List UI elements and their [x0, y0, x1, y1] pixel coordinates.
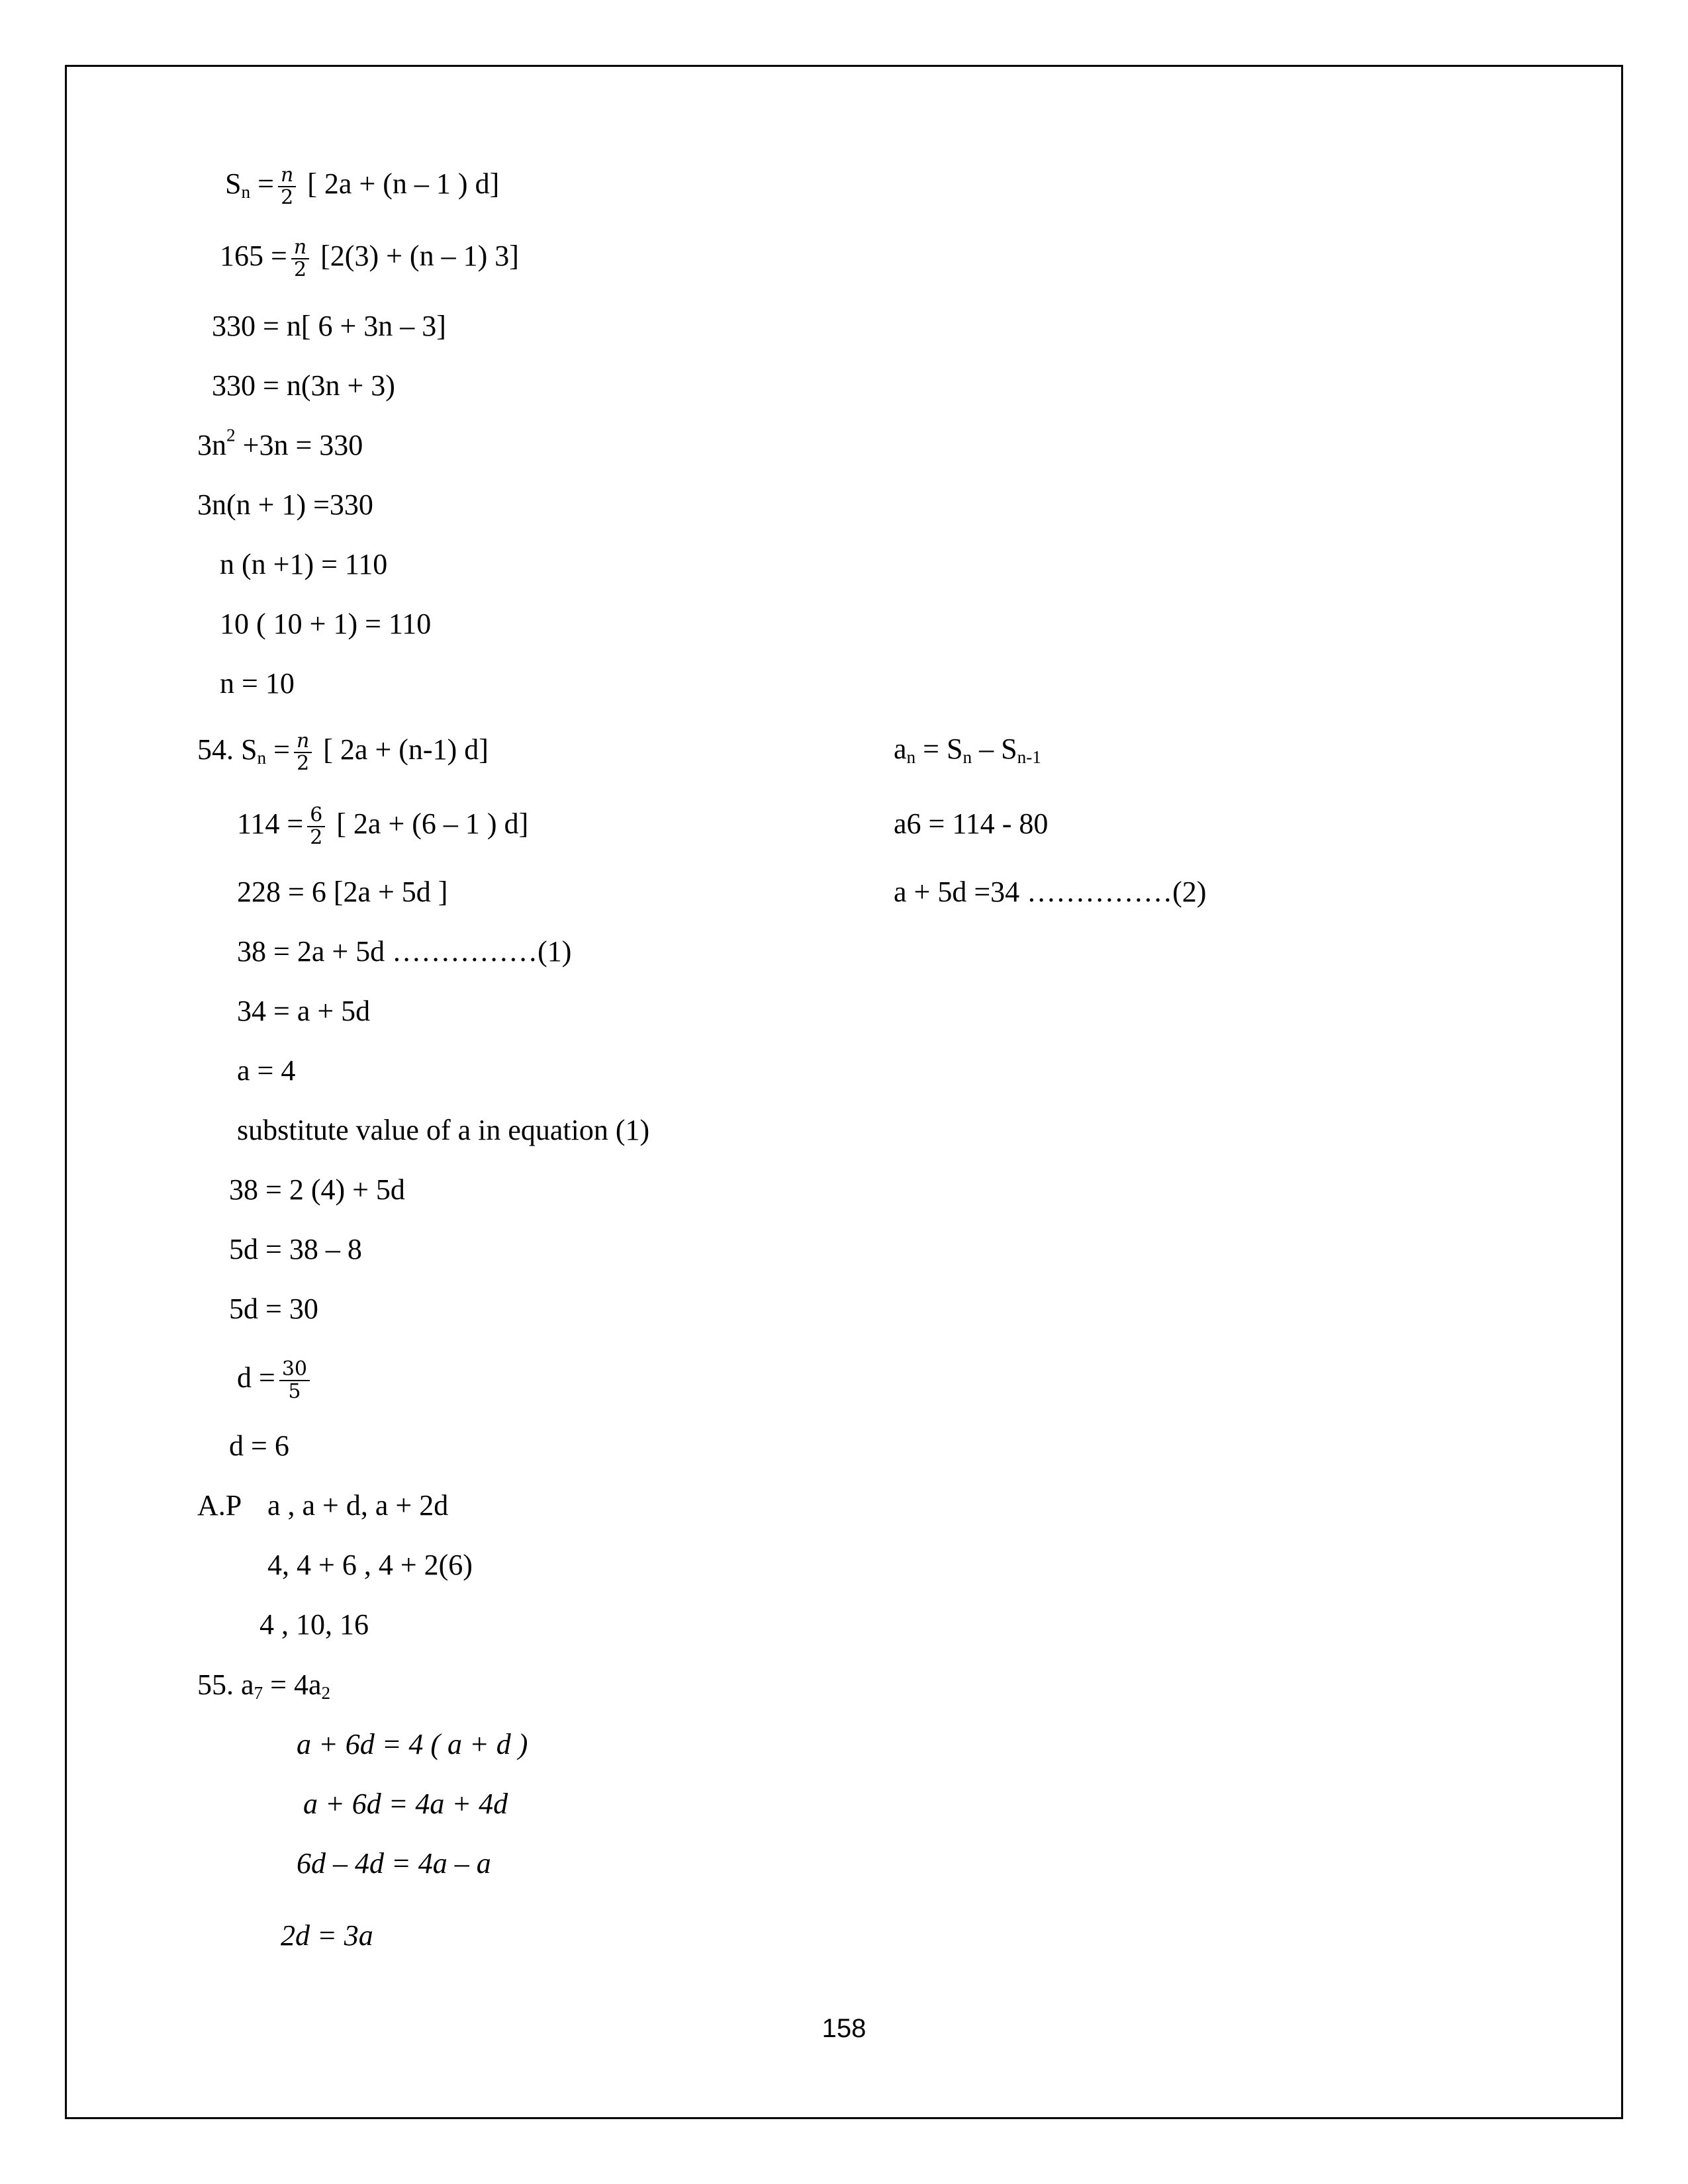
equation-line: a6 = 114 - 80 [894, 807, 1049, 840]
equation-line: 3n(n + 1) =330 [197, 488, 373, 521]
equation-line: n (n +1) = 110 [220, 548, 388, 580]
equation-line: 330 = n[ 6 + 3n – 3] [212, 310, 446, 342]
question-54-heading: 54. $S_n$ = $\frac{n}{2}$ [ 2a + (n-1) d] [197, 729, 489, 775]
instruction-text: substitute value of a in equation (1) [237, 1114, 650, 1146]
ap-terms-line: 4, 4 + 6 , 4 + 2(6) [267, 1549, 473, 1581]
ap-label: A.P [197, 1489, 242, 1522]
equation-line: 114 = $\frac{6}{2}$ [ 2a + (6 – 1 ) d] [237, 803, 529, 849]
page-number: 158 [821, 2014, 867, 2043]
equation-line: d = 6 [229, 1430, 289, 1462]
equation-line: 330 = n(3n + 3) [212, 369, 395, 402]
question-55-heading: 55. $a_7 = 4a_2$ [197, 1668, 331, 1703]
equation-line: n = 10 [220, 667, 295, 700]
equation-line: 2d = 3a [281, 1919, 373, 1952]
an-formula-line: $a_n = S_n - S_{n-1}$ [894, 733, 1041, 767]
equation-line: 5d = 38 – 8 [229, 1233, 362, 1265]
equation-1-line: 38 = 2a + 5d ……………(1) [237, 935, 572, 968]
ap-result-line: 4 , 10, 16 [259, 1608, 369, 1641]
equation-line: 228 = 6 [2a + 5d ] [237, 876, 448, 908]
equation-line: d = $\frac{30}{5}$ [237, 1359, 314, 1402]
ap-terms-line: a , a + d, a + 2d [267, 1489, 449, 1522]
equation-line: 5d = 30 [229, 1293, 318, 1325]
equation-line: 38 = 2 (4) + 5d [229, 1173, 405, 1206]
sn-formula-line: $S_n$ = $\frac{n}{2}$ [ 2a + (n – 1 ) d] [225, 163, 500, 209]
equation-line: a = 4 [237, 1054, 296, 1087]
equation-line: 6d – 4d = 4a – a [297, 1847, 491, 1880]
equation-line: 34 = a + 5d [237, 995, 371, 1027]
equation-line: $3n^2 +3n = 330$ [197, 425, 363, 461]
equation-line: 10 ( 10 + 1) = 110 [220, 608, 432, 640]
equation-line: a + 6d = 4a + 4d [303, 1788, 508, 1820]
equation-line: a + 6d = 4 ( a + d ) [297, 1728, 528, 1760]
equation-2-line: a + 5d =34 ……………(2) [894, 876, 1207, 908]
equation-line: 165 = $\frac{n}{2}$ [2(3) + (n – 1) 3] [220, 236, 519, 281]
